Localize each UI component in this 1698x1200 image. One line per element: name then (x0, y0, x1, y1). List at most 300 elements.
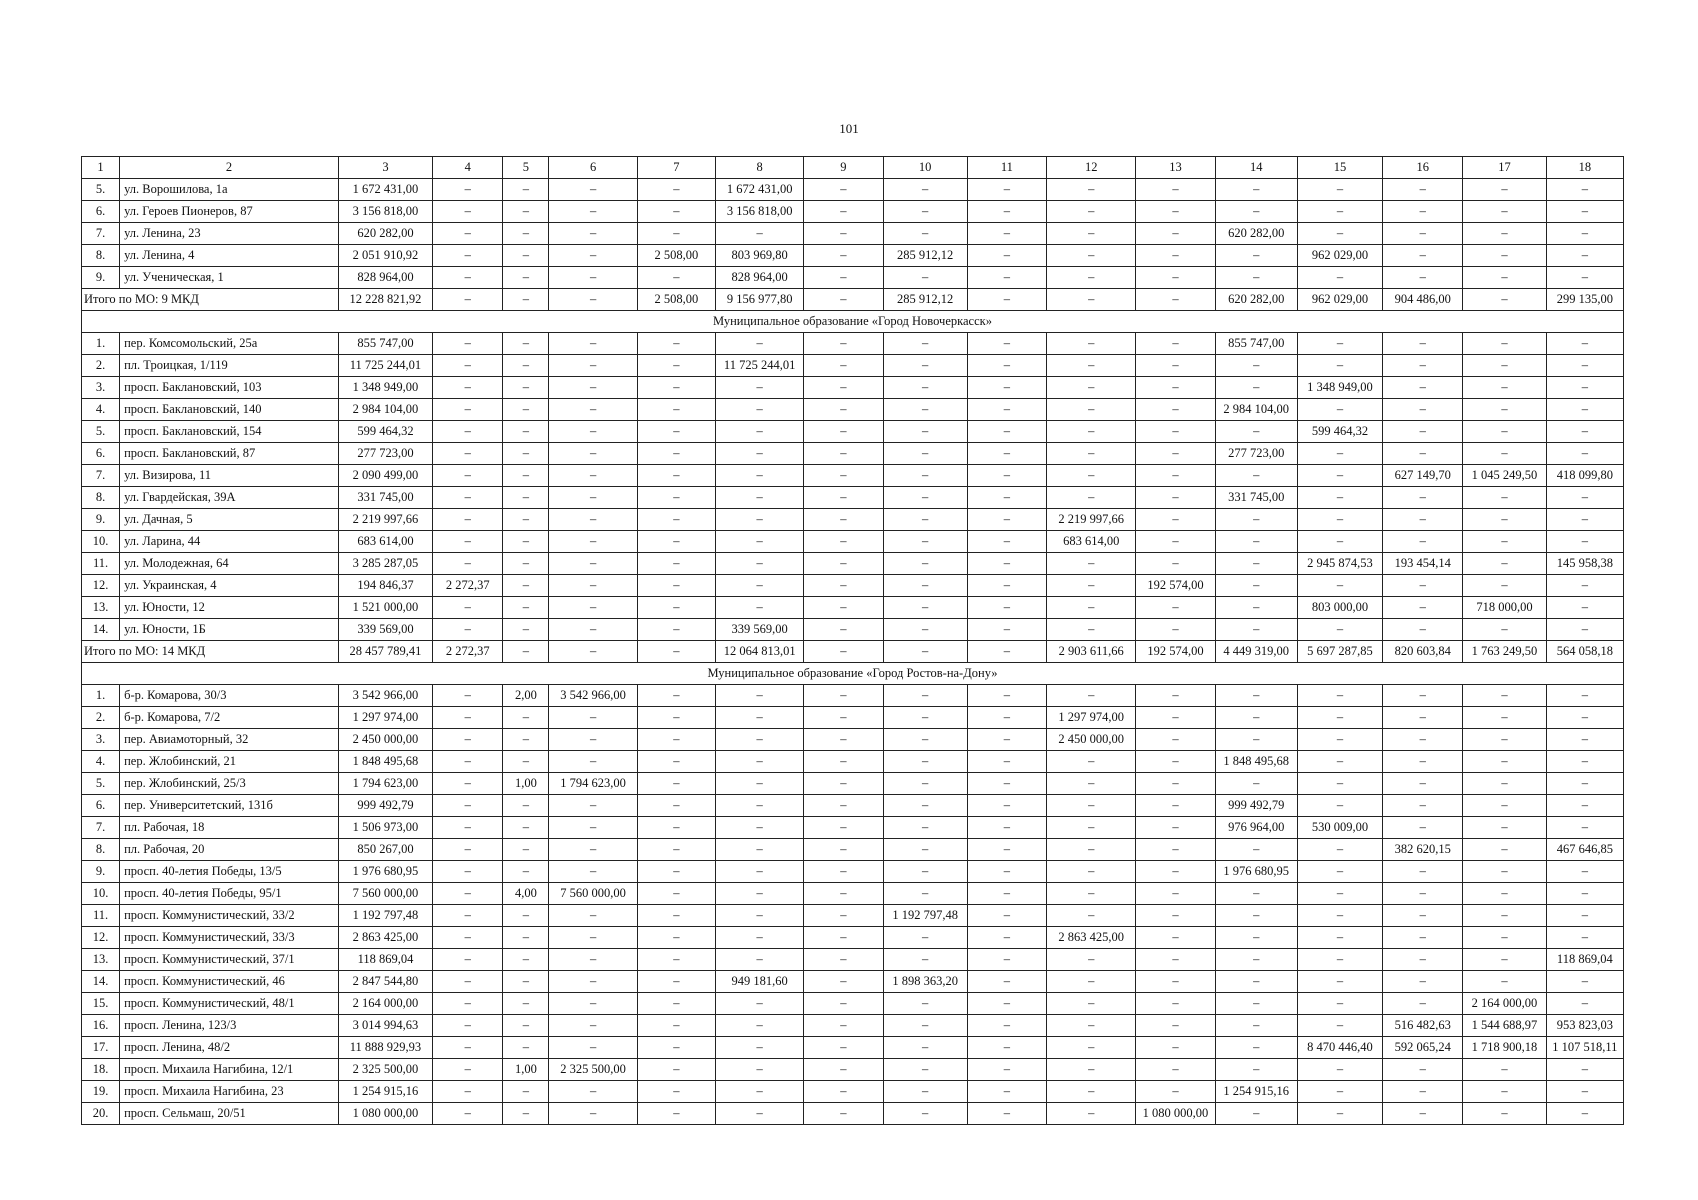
value-cell: 193 454,14 (1383, 553, 1463, 575)
value-cell: – (503, 179, 549, 201)
value-cell: – (1215, 729, 1297, 751)
value-cell: – (804, 443, 883, 465)
row-number-cell: 13. (82, 597, 120, 619)
value-cell: – (804, 597, 883, 619)
row-number-cell: 11. (82, 905, 120, 927)
value-cell: – (883, 333, 967, 355)
value-cell: – (637, 905, 715, 927)
value-cell: – (1047, 861, 1136, 883)
value-cell: – (1047, 267, 1136, 289)
column-number-header: 18 (1546, 157, 1623, 179)
value-cell: – (549, 971, 637, 993)
value-cell: 2 219 997,66 (1047, 509, 1136, 531)
subtotal-value-cell: – (967, 289, 1046, 311)
value-cell: – (637, 1059, 715, 1081)
value-cell: – (637, 685, 715, 707)
value-cell: – (1136, 223, 1215, 245)
value-cell: – (1463, 223, 1546, 245)
total-cost-cell: 2 219 997,66 (338, 509, 432, 531)
table-row (82, 399, 1624, 421)
total-cost-cell: 683 614,00 (338, 531, 432, 553)
address-cell: ул. Ученическая, 1 (120, 267, 339, 289)
subtotal-value-cell: 192 574,00 (1136, 641, 1215, 663)
value-cell: – (433, 267, 503, 289)
value-cell: – (549, 619, 637, 641)
value-cell: – (1297, 1059, 1382, 1081)
address-cell: пл. Троицкая, 1/119 (120, 355, 339, 377)
value-cell: – (1047, 839, 1136, 861)
value-cell: – (1136, 355, 1215, 377)
value-cell: – (637, 883, 715, 905)
value-cell: – (967, 575, 1046, 597)
value-cell: – (433, 597, 503, 619)
row-number-cell: 13. (82, 949, 120, 971)
address-cell: просп. Баклановский, 154 (120, 421, 339, 443)
value-cell: – (1215, 685, 1297, 707)
value-cell: – (1297, 355, 1382, 377)
total-cost-cell: 2 450 000,00 (338, 729, 432, 751)
total-cost-cell: 999 492,79 (338, 795, 432, 817)
value-cell: 2,00 (503, 685, 549, 707)
value-cell: 4,00 (503, 883, 549, 905)
subtotal-value-cell: 564 058,18 (1546, 641, 1623, 663)
value-cell: – (883, 179, 967, 201)
value-cell: – (1546, 355, 1623, 377)
value-cell: – (967, 773, 1046, 795)
value-cell: – (716, 949, 804, 971)
value-cell: – (433, 399, 503, 421)
value-cell: – (1215, 1037, 1297, 1059)
value-cell: – (549, 443, 637, 465)
address-cell: ул. Юности, 1Б (120, 619, 339, 641)
value-cell: – (1383, 355, 1463, 377)
value-cell: – (883, 355, 967, 377)
value-cell: – (1136, 729, 1215, 751)
value-cell: – (433, 421, 503, 443)
value-cell: – (549, 509, 637, 531)
value-cell: – (549, 597, 637, 619)
column-number-header: 2 (120, 157, 339, 179)
value-cell: – (716, 531, 804, 553)
table-row (82, 553, 1624, 575)
table-row (82, 751, 1624, 773)
value-cell: – (433, 333, 503, 355)
value-cell: – (1463, 487, 1546, 509)
subtotal-value-cell: – (503, 289, 549, 311)
address-cell: пл. Рабочая, 20 (120, 839, 339, 861)
value-cell: – (883, 619, 967, 641)
subtotal-value-cell: 1 763 249,50 (1463, 641, 1546, 663)
value-cell: – (433, 817, 503, 839)
value-cell: – (1047, 333, 1136, 355)
value-cell: – (549, 245, 637, 267)
value-cell: 382 620,15 (1383, 839, 1463, 861)
value-cell: – (716, 223, 804, 245)
value-cell: – (549, 531, 637, 553)
value-cell: 627 149,70 (1383, 465, 1463, 487)
table-row (82, 905, 1624, 927)
value-cell: – (549, 267, 637, 289)
value-cell: 803 000,00 (1297, 597, 1382, 619)
value-cell: 592 065,24 (1383, 1037, 1463, 1059)
table-row (82, 201, 1624, 223)
value-cell: – (433, 201, 503, 223)
value-cell: – (1047, 399, 1136, 421)
row-number-cell: 20. (82, 1103, 120, 1125)
value-cell: – (716, 861, 804, 883)
value-cell: – (433, 751, 503, 773)
table-row (82, 1037, 1624, 1059)
total-cost-cell: 331 745,00 (338, 487, 432, 509)
total-cost-cell: 194 846,37 (338, 575, 432, 597)
value-cell: – (637, 773, 715, 795)
value-cell: – (433, 245, 503, 267)
subtotal-row (82, 641, 1624, 663)
value-cell: – (883, 377, 967, 399)
value-cell: – (637, 553, 715, 575)
value-cell: 339 569,00 (716, 619, 804, 641)
value-cell: – (1215, 949, 1297, 971)
value-cell: – (967, 531, 1046, 553)
value-cell: – (716, 421, 804, 443)
value-cell: – (1215, 1059, 1297, 1081)
total-cost-cell: 11 888 929,93 (338, 1037, 432, 1059)
value-cell: – (1136, 905, 1215, 927)
value-cell: – (1383, 377, 1463, 399)
value-cell: – (967, 443, 1046, 465)
value-cell: – (716, 1103, 804, 1125)
value-cell: – (433, 905, 503, 927)
value-cell: – (804, 707, 883, 729)
value-cell: – (637, 201, 715, 223)
value-cell: – (1546, 861, 1623, 883)
value-cell: – (716, 465, 804, 487)
value-cell: – (1546, 685, 1623, 707)
value-cell: – (1383, 1059, 1463, 1081)
value-cell: – (1297, 465, 1382, 487)
subtotal-value-cell: 2 508,00 (637, 289, 715, 311)
value-cell: – (503, 1015, 549, 1037)
value-cell: – (1463, 773, 1546, 795)
value-cell: – (883, 399, 967, 421)
value-cell: – (637, 729, 715, 751)
subtotal-value-cell: 9 156 977,80 (716, 289, 804, 311)
value-cell: – (1383, 817, 1463, 839)
section-header-row (82, 311, 1624, 333)
subtotal-value-cell: – (1047, 289, 1136, 311)
table-row (82, 707, 1624, 729)
value-cell: – (637, 465, 715, 487)
value-cell: – (1383, 905, 1463, 927)
value-cell: – (503, 861, 549, 883)
subtotal-value-cell: – (637, 641, 715, 663)
value-cell: 1 718 900,18 (1463, 1037, 1546, 1059)
value-cell: – (1136, 773, 1215, 795)
value-cell: – (1297, 971, 1382, 993)
row-number-cell: 6. (82, 443, 120, 465)
value-cell: – (1136, 377, 1215, 399)
value-cell: – (1383, 685, 1463, 707)
row-number-cell: 14. (82, 619, 120, 641)
value-cell: – (716, 333, 804, 355)
value-cell: – (1215, 465, 1297, 487)
value-cell: – (1136, 1015, 1215, 1037)
value-cell: – (883, 773, 967, 795)
value-cell: – (549, 927, 637, 949)
row-number-cell: 9. (82, 861, 120, 883)
value-cell: – (1297, 927, 1382, 949)
value-cell: – (1463, 971, 1546, 993)
value-cell: – (433, 729, 503, 751)
value-cell: – (883, 421, 967, 443)
total-cost-cell: 2 847 544,80 (338, 971, 432, 993)
value-cell: – (804, 465, 883, 487)
value-cell: – (637, 443, 715, 465)
value-cell: – (433, 1037, 503, 1059)
value-cell: – (1047, 421, 1136, 443)
value-cell: – (1136, 333, 1215, 355)
value-cell: – (804, 949, 883, 971)
value-cell: 145 958,38 (1546, 553, 1623, 575)
subtotal-value-cell: – (1136, 289, 1215, 311)
value-cell: – (1463, 707, 1546, 729)
value-cell: – (967, 839, 1046, 861)
value-cell: – (1136, 619, 1215, 641)
value-cell: – (1383, 399, 1463, 421)
value-cell: – (967, 421, 1046, 443)
value-cell: – (1297, 905, 1382, 927)
value-cell: – (967, 597, 1046, 619)
value-cell: – (433, 223, 503, 245)
value-cell: – (637, 377, 715, 399)
value-cell: – (1047, 971, 1136, 993)
row-number-cell: 3. (82, 377, 120, 399)
column-number-header: 11 (967, 157, 1046, 179)
row-number-cell: 4. (82, 399, 120, 421)
total-cost-cell: 1 080 000,00 (338, 1103, 432, 1125)
row-number-cell: 15. (82, 993, 120, 1015)
table-row (82, 1059, 1624, 1081)
value-cell: – (503, 487, 549, 509)
value-cell: – (1546, 443, 1623, 465)
value-cell: – (1047, 795, 1136, 817)
address-cell: просп. Коммунистический, 48/1 (120, 993, 339, 1015)
value-cell: 2 272,37 (433, 575, 503, 597)
value-cell: 1 848 495,68 (1215, 751, 1297, 773)
value-cell: – (967, 223, 1046, 245)
value-cell: – (716, 773, 804, 795)
value-cell: – (1546, 267, 1623, 289)
table-row (82, 267, 1624, 289)
value-cell: – (433, 685, 503, 707)
value-cell: – (1383, 201, 1463, 223)
value-cell: – (503, 333, 549, 355)
value-cell: – (967, 927, 1046, 949)
value-cell: 2 450 000,00 (1047, 729, 1136, 751)
value-cell: – (503, 597, 549, 619)
value-cell: – (1047, 905, 1136, 927)
value-cell: 620 282,00 (1215, 223, 1297, 245)
value-cell: – (503, 509, 549, 531)
value-cell: – (1463, 575, 1546, 597)
value-cell: – (1136, 487, 1215, 509)
value-cell: – (1383, 1103, 1463, 1125)
value-cell: – (549, 817, 637, 839)
value-cell: – (804, 223, 883, 245)
value-cell: – (637, 1015, 715, 1037)
value-cell: – (883, 509, 967, 531)
value-cell: – (1297, 443, 1382, 465)
table-body (82, 157, 1624, 1125)
value-cell: – (1463, 267, 1546, 289)
value-cell: 516 482,63 (1383, 1015, 1463, 1037)
address-cell: ул. Молодежная, 64 (120, 553, 339, 575)
subtotal-row (82, 289, 1624, 311)
value-cell: 331 745,00 (1215, 487, 1297, 509)
table-row (82, 619, 1624, 641)
value-cell: – (1136, 883, 1215, 905)
value-cell: – (967, 993, 1046, 1015)
value-cell: – (1215, 1103, 1297, 1125)
value-cell: – (503, 267, 549, 289)
value-cell: – (503, 817, 549, 839)
value-cell: – (1463, 729, 1546, 751)
value-cell: – (883, 949, 967, 971)
value-cell: – (883, 839, 967, 861)
address-cell: просп. Коммунистический, 33/2 (120, 905, 339, 927)
value-cell: – (883, 795, 967, 817)
value-cell: – (1297, 1103, 1382, 1125)
table-row (82, 685, 1624, 707)
total-cost-cell: 1 348 949,00 (338, 377, 432, 399)
value-cell: – (804, 905, 883, 927)
value-cell: – (1546, 333, 1623, 355)
value-cell: – (503, 223, 549, 245)
value-cell: – (1463, 399, 1546, 421)
total-cost-cell: 2 984 104,00 (338, 399, 432, 421)
row-number-cell: 1. (82, 685, 120, 707)
row-number-cell: 7. (82, 465, 120, 487)
table-row (82, 223, 1624, 245)
value-cell: – (1047, 685, 1136, 707)
address-cell: пер. Жлобинский, 21 (120, 751, 339, 773)
value-cell: – (1463, 509, 1546, 531)
value-cell: – (967, 817, 1046, 839)
value-cell: 1 544 688,97 (1463, 1015, 1546, 1037)
value-cell: – (967, 685, 1046, 707)
value-cell: – (1215, 1015, 1297, 1037)
value-cell: – (967, 883, 1046, 905)
subtotal-value-cell: 904 486,00 (1383, 289, 1463, 311)
value-cell: – (637, 817, 715, 839)
value-cell: – (804, 201, 883, 223)
value-cell: – (433, 861, 503, 883)
address-cell: ул. Гвардейская, 39А (120, 487, 339, 509)
value-cell: – (433, 1059, 503, 1081)
value-cell: – (804, 1103, 883, 1125)
value-cell: – (549, 1081, 637, 1103)
value-cell: – (549, 1103, 637, 1125)
subtotal-value-cell: – (967, 641, 1046, 663)
value-cell: – (716, 1059, 804, 1081)
value-cell: – (1136, 817, 1215, 839)
value-cell: – (1297, 399, 1382, 421)
value-cell: – (637, 179, 715, 201)
value-cell: – (433, 355, 503, 377)
value-cell: – (1297, 883, 1382, 905)
value-cell: – (549, 377, 637, 399)
value-cell: – (967, 1103, 1046, 1125)
value-cell: – (1297, 1081, 1382, 1103)
value-cell: – (1463, 443, 1546, 465)
value-cell: – (804, 685, 883, 707)
value-cell: – (1215, 179, 1297, 201)
value-cell: – (1546, 487, 1623, 509)
value-cell: – (1215, 245, 1297, 267)
value-cell: – (549, 575, 637, 597)
value-cell: – (503, 993, 549, 1015)
value-cell: – (1047, 773, 1136, 795)
value-cell: – (967, 465, 1046, 487)
value-cell: – (1047, 993, 1136, 1015)
subtotal-value-cell: – (549, 289, 637, 311)
column-number-header: 6 (549, 157, 637, 179)
value-cell: – (1546, 707, 1623, 729)
value-cell: – (503, 971, 549, 993)
value-cell: – (1383, 509, 1463, 531)
value-cell: – (1047, 355, 1136, 377)
value-cell: – (883, 1015, 967, 1037)
value-cell: – (804, 553, 883, 575)
value-cell: – (1383, 795, 1463, 817)
value-cell: – (883, 685, 967, 707)
value-cell: – (967, 905, 1046, 927)
value-cell: – (804, 575, 883, 597)
total-cost-cell: 1 521 000,00 (338, 597, 432, 619)
value-cell: 828 964,00 (716, 267, 804, 289)
row-number-cell: 5. (82, 773, 120, 795)
value-cell: – (1546, 179, 1623, 201)
address-cell: ул. Украинская, 4 (120, 575, 339, 597)
subtotal-value-cell: – (1463, 289, 1546, 311)
address-cell: ул. Дачная, 5 (120, 509, 339, 531)
value-cell: 3 542 966,00 (549, 685, 637, 707)
total-cost-cell: 339 569,00 (338, 619, 432, 641)
value-cell: – (804, 179, 883, 201)
value-cell: – (1546, 421, 1623, 443)
row-number-cell: 19. (82, 1081, 120, 1103)
address-cell: просп. 40-летия Победы, 13/5 (120, 861, 339, 883)
value-cell: – (433, 179, 503, 201)
table-row (82, 993, 1624, 1015)
subtotal-label: Итого по МО: 14 МКД (82, 641, 339, 663)
value-cell: – (433, 927, 503, 949)
value-cell: – (1047, 179, 1136, 201)
table-row (82, 1081, 1624, 1103)
value-cell: – (549, 487, 637, 509)
value-cell: – (1136, 531, 1215, 553)
value-cell: – (1047, 883, 1136, 905)
value-cell: – (549, 399, 637, 421)
value-cell: 285 912,12 (883, 245, 967, 267)
value-cell: 1 794 623,00 (549, 773, 637, 795)
value-cell: – (883, 443, 967, 465)
address-cell: пер. Университетский, 131б (120, 795, 339, 817)
value-cell: – (804, 487, 883, 509)
value-cell: – (1136, 971, 1215, 993)
value-cell: – (503, 443, 549, 465)
value-cell: – (967, 1015, 1046, 1037)
